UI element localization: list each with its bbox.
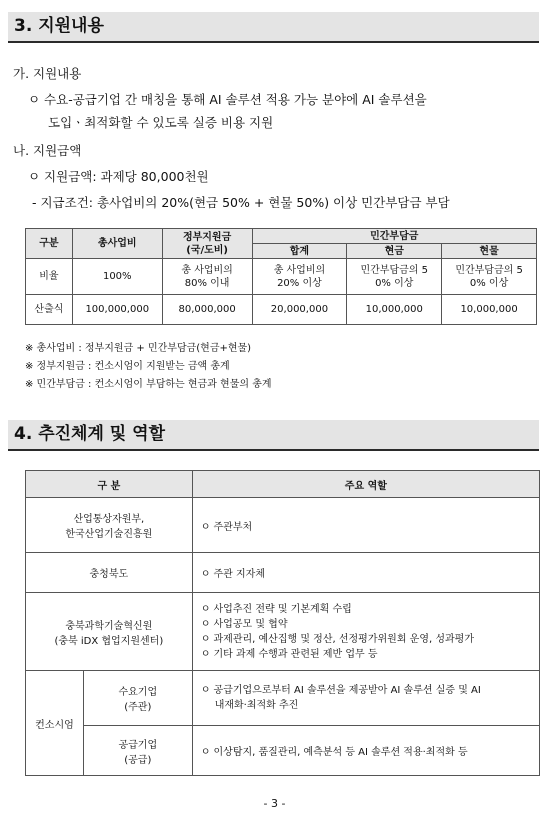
role-table	[25, 470, 540, 776]
table-row	[26, 726, 540, 776]
header-gubun: 구분	[26, 229, 73, 259]
org-motie-role: ㅇ 주관부처	[192, 498, 539, 553]
table-row	[26, 498, 540, 553]
section4-title: 4. 추진체계 및 역할	[8, 420, 539, 451]
org-cbist-roles	[192, 593, 539, 671]
list-item: ㅇ 사업추진 전략 및 기본계획 수립	[200, 603, 352, 615]
header-gubun: 구 분	[26, 471, 193, 498]
page-number: - 3 -	[263, 797, 286, 810]
org-motie: 산업통상자원부, 한국산업기술진흥원	[26, 498, 193, 553]
org-chungbuk-role: ㅇ 주관 지자체	[192, 553, 539, 593]
header-sum: 합계	[252, 244, 347, 259]
supply-company-role: ㅇ 이상탐지, 품질관리, 예측분석 등 AI 솔루션 적용·최적화 등	[192, 726, 539, 776]
cell-sum-amount: 20,000,000	[252, 295, 347, 325]
header-cash: 현금	[347, 244, 442, 259]
payment-condition: - 지급조건: 총사업비의 20%(현금 50% + 현물 50%) 이상 민간부담금 부담	[32, 195, 450, 210]
table-row	[26, 671, 540, 726]
list-item: ㅇ 사업공모 및 협약	[200, 618, 288, 630]
header-inkind: 현물	[442, 244, 537, 259]
cell-cash-amount: 10,000,000	[347, 295, 442, 325]
header-role: 주요 역할	[192, 471, 539, 498]
list-item: ㅇ 기타 과제 수행과 관련된 제반 업무 등	[200, 648, 378, 660]
cell-gov-amount: 80,000,000	[162, 295, 252, 325]
note-gov: ※ 정부지원금 : 컨소시엄이 지원받는 금액 총계	[25, 361, 230, 372]
header-gov: 정부지원금 (국/도비)	[162, 229, 252, 259]
cell-gov-ratio: 총 사업비의 80% 이내	[162, 259, 252, 295]
cell-cash-ratio: 민간부담금의 5 0% 이상	[347, 259, 442, 295]
header-private: 민간부담금	[252, 229, 536, 244]
demand-company: 수요기업 (주관)	[83, 671, 192, 726]
section3-title: 3. 지원내용	[8, 12, 539, 43]
supply-company: 공급기업 (공급)	[83, 726, 192, 776]
note-private: ※ 민간부담금 : 컨소시엄이 부담하는 현금과 현물의 총계	[25, 379, 272, 390]
cell-total-ratio: 100%	[72, 259, 162, 295]
row-label-formula: 산출식	[26, 295, 73, 325]
support-amount-bullet: ㅇ 지원금액: 과제당 80,000천원	[28, 169, 209, 184]
cell-inkind-ratio: 민간부담금의 5 0% 이상	[442, 259, 537, 295]
budget-table	[25, 228, 537, 325]
table-row	[26, 593, 540, 671]
table-row	[26, 259, 537, 295]
cell-sum-ratio: 총 사업비의 20% 이상	[252, 259, 347, 295]
support-amount-heading: 나. 지원금액	[13, 143, 82, 158]
consortium-label: 컨소시엄	[26, 671, 84, 776]
demand-company-role: ㅇ 공급기업으로부터 AI 솔루션을 제공받아 AI 솔루션 실증 및 AI 내재화·최적화 추진	[192, 671, 539, 726]
table-row	[26, 295, 537, 325]
org-chungbuk: 충청북도	[26, 553, 193, 593]
cell-total-amount: 100,000,000	[72, 295, 162, 325]
row-label-ratio: 비율	[26, 259, 73, 295]
support-content-heading: 가. 지원내용	[13, 66, 82, 81]
support-content-bullet-line1: ㅇ 수요-공급기업 간 매칭을 통해 AI 솔루션 적용 가능 분야에 AI 솔루션을	[28, 92, 427, 107]
org-cbist: 충북과학기술혁신원 (충북 iDX 협업지원센터)	[26, 593, 193, 671]
note-total: ※ 총사업비 : 정부지원금 + 민간부담금(현금+현물)	[25, 343, 252, 354]
table-row	[26, 553, 540, 593]
header-total: 총사업비	[72, 229, 162, 259]
list-item: ㅇ 과제관리, 예산집행 및 정산, 선정평가위원회 운영, 성과평가	[200, 633, 474, 645]
support-content-bullet-line2: 도입ㆍ최적화할 수 있도록 실증 비용 지원	[48, 115, 274, 130]
cell-inkind-amount: 10,000,000	[442, 295, 537, 325]
